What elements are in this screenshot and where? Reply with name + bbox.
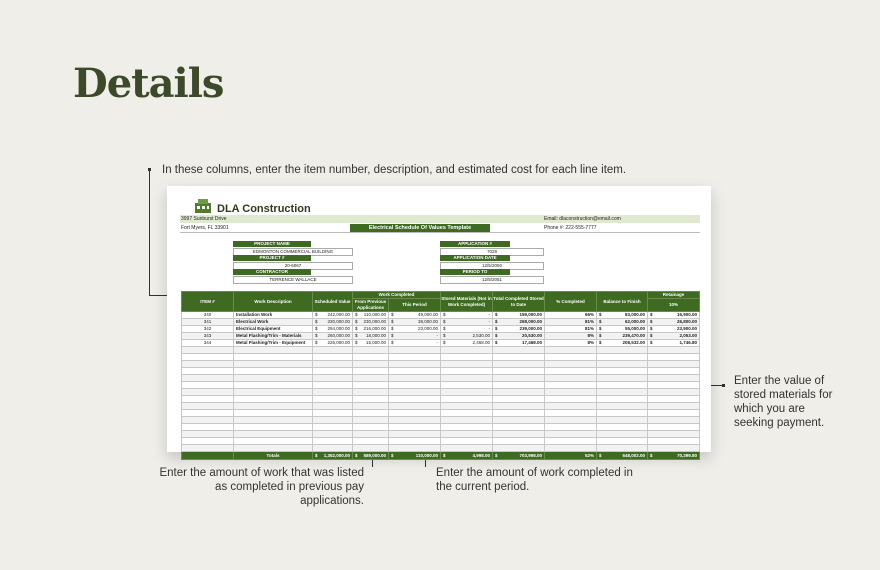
empty-cell (234, 347, 313, 354)
period-to-label: PERIOD TO (440, 269, 510, 275)
empty-cell (441, 403, 493, 410)
empty-cell (182, 417, 234, 424)
project-number-value: 20-6067 (233, 262, 353, 270)
empty-cell (493, 417, 545, 424)
empty-cell (313, 389, 353, 396)
empty-cell (597, 354, 648, 361)
empty-cell (234, 382, 313, 389)
empty-cell (353, 368, 389, 375)
empty-cell (493, 445, 545, 452)
empty-cell (545, 403, 597, 410)
header-retainage-rate: 10% (648, 299, 700, 312)
empty-cell (353, 375, 389, 382)
empty-cell (353, 410, 389, 417)
empty-cell (597, 431, 648, 438)
empty-cell (182, 396, 234, 403)
empty-row (182, 347, 700, 354)
empty-cell (597, 438, 648, 445)
cell-percent: 81% (545, 319, 597, 326)
empty-cell (182, 445, 234, 452)
header-item: ITEM # (182, 292, 234, 312)
empty-cell (389, 382, 441, 389)
cell-stored: $ 2,468.00 (441, 340, 493, 347)
company-name: DLA Construction (217, 203, 311, 215)
contractor-value: TERRENCE WALLACE (233, 276, 353, 284)
cell-retainage: $ 26,800.00 (648, 319, 700, 326)
empty-cell (353, 445, 389, 452)
empty-cell (441, 410, 493, 417)
empty-cell (313, 396, 353, 403)
empty-cell (389, 431, 441, 438)
page-title: Details (73, 60, 224, 107)
empty-cell (597, 375, 648, 382)
empty-cell (597, 382, 648, 389)
totals-total: $ 703,998.00 (493, 452, 545, 460)
empty-row (182, 396, 700, 403)
empty-cell (441, 354, 493, 361)
totals-percent: 52% (545, 452, 597, 460)
empty-cell (389, 396, 441, 403)
empty-cell (234, 431, 313, 438)
empty-cell (441, 396, 493, 403)
project-name-label: PROJECT NAME (233, 241, 311, 247)
empty-cell (313, 361, 353, 368)
cell-item: 344 (182, 340, 234, 347)
cell-total: $ 239,000.00 (493, 326, 545, 333)
cell-retainage: $ 2,053.00 (648, 333, 700, 340)
empty-cell (182, 354, 234, 361)
empty-row (182, 382, 700, 389)
empty-cell (545, 396, 597, 403)
empty-cell (182, 347, 234, 354)
header-this-period: This Period (389, 299, 441, 312)
totals-stored: $ 4,998.00 (441, 452, 493, 460)
cell-previous: $ 216,000.00 (353, 326, 389, 333)
empty-cell (353, 361, 389, 368)
table-row (182, 312, 700, 319)
empty-cell (648, 403, 700, 410)
empty-cell (493, 424, 545, 431)
cell-percent: 8% (545, 333, 597, 340)
empty-cell (441, 431, 493, 438)
empty-cell (234, 368, 313, 375)
empty-cell (441, 389, 493, 396)
cell-retainage: $ 1,746.80 (648, 340, 700, 347)
totals-row (182, 452, 700, 460)
cell-item: 340 (182, 312, 234, 319)
empty-cell (182, 431, 234, 438)
empty-row (182, 354, 700, 361)
empty-cell (545, 347, 597, 354)
empty-cell (389, 368, 441, 375)
header-work-completed: Work Completed (353, 292, 441, 299)
empty-row (182, 445, 700, 452)
callout-line (149, 169, 150, 296)
cell-retainage: $ 23,900.00 (648, 326, 700, 333)
empty-cell (597, 445, 648, 452)
empty-cell (648, 424, 700, 431)
empty-cell (182, 368, 234, 375)
empty-cell (313, 417, 353, 424)
empty-cell (493, 431, 545, 438)
cell-total: $ 17,468.00 (493, 340, 545, 347)
totals-retainage: $ 70,399.80 (648, 452, 700, 460)
empty-cell (353, 354, 389, 361)
empty-row (182, 403, 700, 410)
cell-this-period: $ - (389, 333, 441, 340)
cell-description: Metal Flashing/Trim - Equipment (234, 340, 313, 347)
empty-cell (545, 431, 597, 438)
cell-item: 342 (182, 326, 234, 333)
empty-cell (597, 396, 648, 403)
empty-cell (545, 375, 597, 382)
cell-total: $ 159,000.00 (493, 312, 545, 319)
contractor-label: CONTRACTOR (233, 269, 311, 275)
cell-item: 343 (182, 333, 234, 340)
empty-cell (597, 347, 648, 354)
empty-cell (493, 375, 545, 382)
empty-cell (493, 389, 545, 396)
empty-row (182, 389, 700, 396)
totals-label: Totals (234, 452, 313, 460)
empty-cell (545, 361, 597, 368)
empty-cell (313, 424, 353, 431)
empty-cell (389, 424, 441, 431)
empty-cell (182, 424, 234, 431)
empty-cell (493, 354, 545, 361)
cell-stored: $ - (441, 326, 493, 333)
cell-scheduled: $ 260,000.00 (313, 333, 353, 340)
empty-row (182, 375, 700, 382)
cell-scheduled: $ 242,000.00 (313, 312, 353, 319)
empty-cell (545, 368, 597, 375)
empty-cell (353, 382, 389, 389)
empty-cell (597, 389, 648, 396)
empty-cell (648, 445, 700, 452)
application-number-label: APPLICATION # (440, 241, 510, 247)
empty-cell (441, 382, 493, 389)
empty-cell (493, 396, 545, 403)
empty-cell (313, 410, 353, 417)
cell-this-period: $ 23,000.00 (389, 326, 441, 333)
empty-cell (353, 403, 389, 410)
callout-item-columns: In these columns, enter the item number, description, and estimated cost for each line item. (162, 164, 627, 176)
empty-cell (648, 382, 700, 389)
empty-row (182, 424, 700, 431)
empty-cell (545, 417, 597, 424)
empty-cell (182, 375, 234, 382)
period-to-value: 12/5/2051 (440, 276, 544, 284)
totals-this-period: $ 110,000.00 (389, 452, 441, 460)
table-row (182, 333, 700, 340)
empty-cell (313, 375, 353, 382)
empty-cell (648, 389, 700, 396)
empty-row (182, 410, 700, 417)
address-band (180, 215, 700, 223)
empty-cell (313, 445, 353, 452)
empty-cell (389, 389, 441, 396)
empty-cell (389, 347, 441, 354)
empty-cell (597, 368, 648, 375)
header-retainage: Retainage (648, 292, 700, 299)
cell-percent: 8% (545, 340, 597, 347)
empty-cell (182, 361, 234, 368)
empty-cell (389, 403, 441, 410)
empty-cell (313, 438, 353, 445)
empty-cell (545, 410, 597, 417)
empty-cell (389, 445, 441, 452)
cell-total: $ 20,530.00 (493, 333, 545, 340)
empty-cell (493, 361, 545, 368)
totals-scheduled: $ 1,352,000.00 (313, 452, 353, 460)
empty-cell (441, 438, 493, 445)
empty-cell (597, 417, 648, 424)
header-from-previous: From Previous Applications (353, 299, 389, 312)
empty-cell (493, 382, 545, 389)
empty-cell (234, 375, 313, 382)
empty-cell (648, 396, 700, 403)
empty-cell (545, 389, 597, 396)
table-body (182, 312, 700, 460)
address-line-2: Fort Myers, FL 33901 (181, 225, 229, 231)
cell-description: Installation Work (234, 312, 313, 319)
cell-this-period: $ 49,000.00 (389, 312, 441, 319)
cell-balance: $ 62,000.00 (597, 319, 648, 326)
empty-cell (545, 424, 597, 431)
cell-percent: 81% (545, 326, 597, 333)
empty-cell (353, 396, 389, 403)
empty-cell (234, 410, 313, 417)
cell-previous: $ 18,000.00 (353, 333, 389, 340)
cell-description: Electrical Equipment (234, 326, 313, 333)
empty-cell (545, 382, 597, 389)
phone: Phone #: 222-555-7777 (544, 225, 597, 231)
empty-cell (353, 417, 389, 424)
empty-cell (648, 368, 700, 375)
empty-cell (389, 417, 441, 424)
empty-cell (648, 347, 700, 354)
empty-cell (545, 354, 597, 361)
empty-cell (441, 361, 493, 368)
empty-cell (234, 403, 313, 410)
address-line-1: 3997 Sunburst Drive (181, 216, 227, 222)
table-row (182, 319, 700, 326)
empty-cell (353, 389, 389, 396)
cell-previous: $ 230,000.00 (353, 319, 389, 326)
empty-cell (441, 445, 493, 452)
spreadsheet-preview (167, 186, 711, 458)
empty-cell (313, 368, 353, 375)
cell-balance: $ 239,470.00 (597, 333, 648, 340)
application-date-value: 12/5/2050 (440, 262, 544, 270)
empty-cell (441, 368, 493, 375)
empty-row (182, 417, 700, 424)
empty-cell (493, 410, 545, 417)
empty-cell (597, 410, 648, 417)
empty-cell (493, 438, 545, 445)
empty-cell (389, 361, 441, 368)
cell-balance: $ 83,000.00 (597, 312, 648, 319)
empty-cell (234, 354, 313, 361)
application-number-value: 7029 (440, 248, 544, 256)
cell-previous: $ 110,000.00 (353, 312, 389, 319)
empty-cell (313, 431, 353, 438)
empty-cell (234, 417, 313, 424)
callout-previous-work: Enter the amount of work that was listed as completed in previous pay applications. (159, 467, 364, 507)
empty-cell (313, 347, 353, 354)
empty-cell (234, 396, 313, 403)
empty-cell (182, 438, 234, 445)
empty-cell (389, 354, 441, 361)
cell-stored: $ 2,530.00 (441, 333, 493, 340)
callout-stored-materials: Enter the value of stored materials for which you are seeking payment. (734, 375, 833, 429)
empty-cell (182, 382, 234, 389)
empty-cell (441, 375, 493, 382)
empty-cell (441, 347, 493, 354)
empty-cell (389, 375, 441, 382)
table-row (182, 340, 700, 347)
header-scheduled-value: Scheduled Value (313, 292, 353, 312)
empty-cell (234, 438, 313, 445)
schedule-of-values-table (181, 291, 700, 460)
totals-balance: $ 648,002.00 (597, 452, 648, 460)
empty-cell (597, 424, 648, 431)
empty-cell (182, 403, 234, 410)
header-total-completed: Total Completed Stored to Date (493, 292, 545, 312)
cell-scheduled: $ 226,000.00 (313, 340, 353, 347)
cell-scheduled: $ 330,000.00 (313, 319, 353, 326)
empty-cell (234, 361, 313, 368)
cell-percent: 66% (545, 312, 597, 319)
empty-cell (493, 368, 545, 375)
company-logo-icon (194, 197, 212, 214)
cell-balance: $ 208,532.00 (597, 340, 648, 347)
empty-cell (648, 410, 700, 417)
project-number-label: PROJECT # (233, 255, 311, 261)
empty-cell (182, 410, 234, 417)
empty-cell (313, 403, 353, 410)
empty-cell (648, 361, 700, 368)
cell-retainage: $ 15,900.00 (648, 312, 700, 319)
empty-cell (389, 438, 441, 445)
empty-cell (353, 431, 389, 438)
empty-row (182, 361, 700, 368)
empty-row (182, 431, 700, 438)
application-date-label: APPLICATION DATE (440, 255, 510, 261)
header-stored-materials: Stored Materials (Not in Work Completed) (441, 292, 493, 312)
empty-row (182, 438, 700, 445)
empty-cell (545, 445, 597, 452)
empty-cell (182, 389, 234, 396)
empty-cell (545, 438, 597, 445)
project-name-value: EDMONTON COMMERCIAL BUILDING (233, 248, 353, 256)
empty-cell (441, 417, 493, 424)
totals-previous: $ 589,000.00 (353, 452, 389, 460)
cell-stored: $ - (441, 319, 493, 326)
empty-cell (313, 354, 353, 361)
empty-cell (597, 403, 648, 410)
cell-scheduled: $ 294,000.00 (313, 326, 353, 333)
cell-previous: $ 15,000.00 (353, 340, 389, 347)
empty-cell (648, 417, 700, 424)
empty-cell (648, 431, 700, 438)
cell-item: 341 (182, 319, 234, 326)
header-percent-completed: % Completed (545, 292, 597, 312)
empty-cell (234, 445, 313, 452)
callout-dot (722, 384, 725, 387)
empty-cell (389, 410, 441, 417)
callout-current-period: Enter the amount of work completed in the current period. (436, 467, 633, 493)
cell-total: $ 268,000.00 (493, 319, 545, 326)
cell-stored: $ - (441, 312, 493, 319)
cell-description: Electrical Work (234, 319, 313, 326)
empty-cell (648, 438, 700, 445)
empty-cell (597, 361, 648, 368)
empty-cell (353, 347, 389, 354)
cell-this-period: $ 38,000.00 (389, 319, 441, 326)
empty-cell (353, 424, 389, 431)
empty-row (182, 368, 700, 375)
empty-cell (234, 389, 313, 396)
empty-cell (441, 424, 493, 431)
empty-cell (493, 347, 545, 354)
cell-this-period: $ - (389, 340, 441, 347)
empty-cell (353, 438, 389, 445)
table-row (182, 326, 700, 333)
header-description: Work Description (234, 292, 313, 312)
template-title: Electrical Schedule Of Values Template (350, 224, 490, 232)
empty-cell (234, 424, 313, 431)
header-balance: Balance to Finish (597, 292, 648, 312)
cell-balance: $ 55,000.00 (597, 326, 648, 333)
empty-cell (648, 354, 700, 361)
email: Email: dlaconstruction@email.com (544, 216, 621, 222)
empty-cell (313, 382, 353, 389)
empty-cell (648, 375, 700, 382)
cell-description: Metal Flashing/Trim - Materials (234, 333, 313, 340)
totals-spacer (182, 452, 234, 460)
empty-cell (493, 403, 545, 410)
